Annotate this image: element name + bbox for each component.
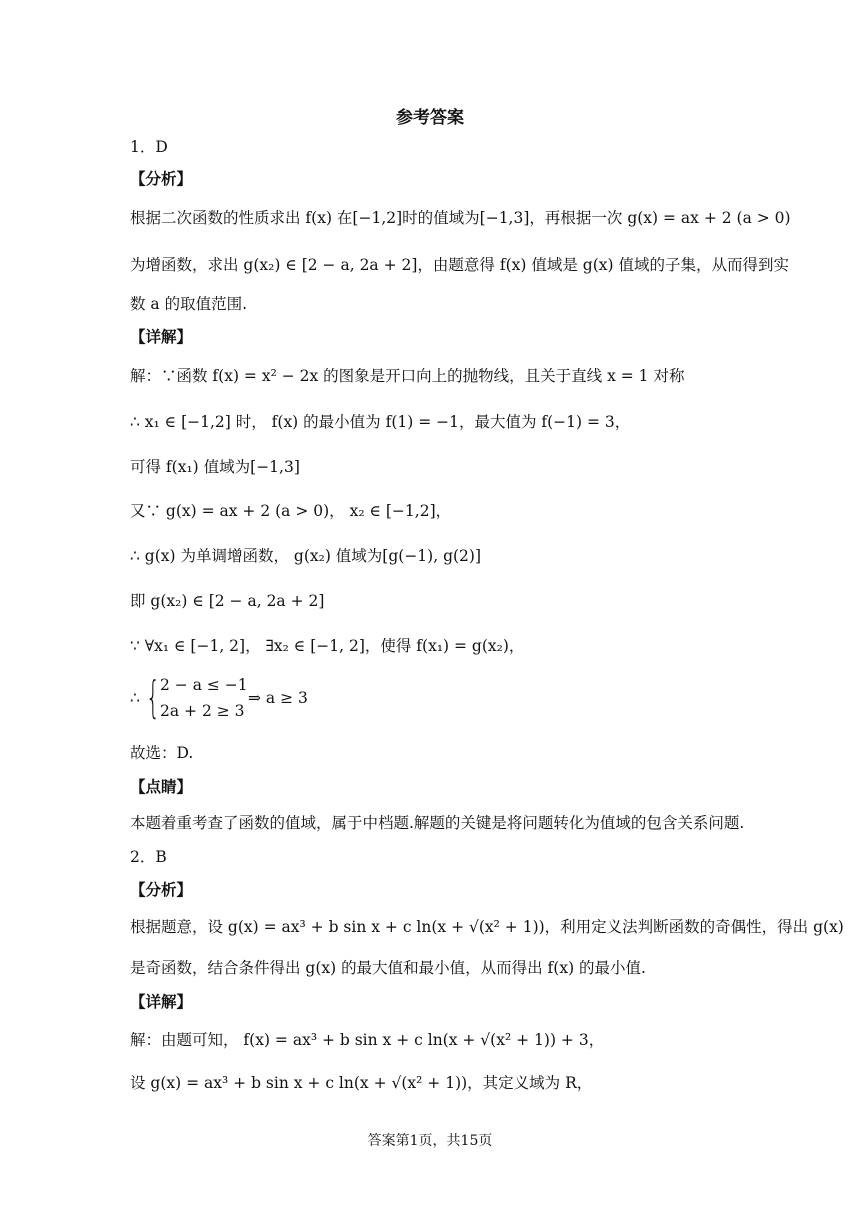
text-line-q1-l2: ∴ x₁ ∈ [−1,2] 时， f(x) 的最小值为 f(1) = −1，最大值为 f(−1) = 3， — [130, 413, 631, 431]
system-implication: ⇒ a ≥ 3 — [248, 689, 308, 707]
text-line-q2: 2．B — [130, 848, 167, 866]
text-line-q2-fenxi-h: 【分析】 — [130, 880, 193, 899]
page-footer: 答案第1页，共15页 — [367, 1133, 493, 1149]
text-line-q2-l1: 解：由题可知， f(x) = ax³ + b sin x + c ln(x + √(x² + 1)) + 3， — [130, 1031, 605, 1049]
text-line-q1-l6: 即 g(x₂) ∈ [2 − a, 2a + 2] — [130, 592, 325, 610]
system-row-1: 2 − a ≤ −1 — [160, 676, 248, 694]
text-line-q1-dj-1: 本题着重考查了函数的值域，属于中档题.解题的关键是将问题转化为值域的包含关系问题. — [130, 814, 745, 832]
text-line-q1-gx: 故选：D. — [130, 744, 194, 762]
text-line-q1-l4: 又∵ g(x) = ax + 2 (a > 0)， x₂ ∈ [−1,2]， — [130, 502, 452, 520]
text-line-q1-fenxi-h: 【分析】 — [130, 169, 193, 188]
text-line-q1-l7: ∵ ∀x₁ ∈ [−1, 2]， ∃x₂ ∈ [−1, 2]，使得 f(x₁) = g(x₂)， — [130, 637, 525, 655]
text-line-q1-fenxi-1: 根据二次函数的性质求出 f(x) 在[−1,2]时的值域为[−1,3]，再根据一次 g(x) = ax + 2 (a > 0) — [130, 209, 791, 227]
text-line-q1-dj-h: 【点睛】 — [130, 777, 193, 796]
text-line-q1: 1．D — [130, 138, 168, 156]
text-line-q2-xiangjie-h: 【详解】 — [130, 992, 193, 1011]
text-line-q1-fenxi-2: 为增函数，求出 g(x₂) ∈ [2 − a, 2a + 2]，由题意得 f(x) 值域是 g(x) 值域的子集，从而得到实 — [130, 256, 789, 274]
page-title: 参考答案 — [396, 108, 464, 128]
text-line-q1-l1: 解：∵函数 f(x) = x² − 2x 的图象是开口向上的抛物线，且关于直线 x = 1 对称 — [130, 367, 685, 385]
text-line-q1-l3: 可得 f(x₁) 值域为[−1,3] — [130, 458, 300, 476]
text-line-q1-fenxi-3: 数 a 的取值范围. — [130, 295, 248, 313]
text-line-q2-l2: 设 g(x) = ax³ + b sin x + c ln(x + √(x² + 1))，其定义域为 R， — [130, 1074, 593, 1092]
left-brace-icon: { — [146, 672, 160, 723]
therefore-symbol: ∴ — [130, 689, 140, 707]
text-line-q1-xiangjie-h: 【详解】 — [130, 327, 193, 346]
text-line-q2-fenxi-1: 根据题意，设 g(x) = ax³ + b sin x + c ln(x + √(x² + 1))，利用定义法判断函数的奇偶性，得出 g(x) — [130, 918, 844, 936]
text-line-q2-fenxi-2: 是奇函数，结合条件得出 g(x) 的最大值和最小值，从而得出 f(x) 的最小值. — [130, 959, 646, 977]
text-line-q1-l5: ∴ g(x) 为单调增函数， g(x₂) 值域为[g(−1), g(2)] — [130, 547, 481, 565]
system-row-2: 2a + 2 ≥ 3 — [160, 702, 245, 720]
